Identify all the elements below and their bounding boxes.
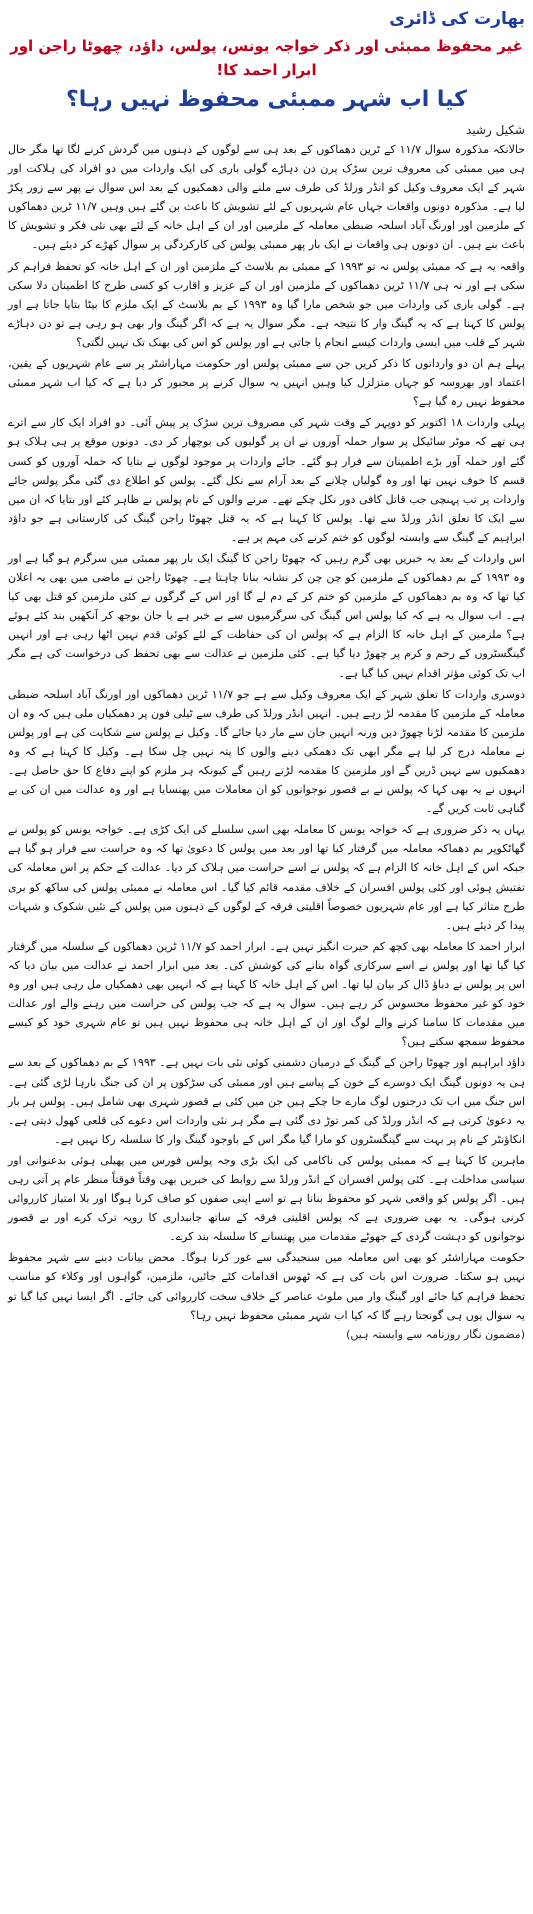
- series-title: بھارت کی ڈائری: [389, 9, 525, 29]
- paragraph: پہلی واردات ۱۸ اکتوبر کو دوپہر کے وقت شہر کی مصروف ترین سڑک پر پیش آئی۔ دو افراد ایک کار سے اترے ہی تھے کہ موٹر سائیکل پر سوار حملہ آوروں نے ان پر گولیوں کی بوچھار کر دی۔ دونوں موقع پر ہی ہلاک ہو گئے اور حملہ آور بڑے اطمینان سے فرار ہو گئے۔ جائے واردات پر موجود لوگوں نے بتایا کہ حملہ آوروں کو کسی قسم کا خوف نہیں تھا اور وہ گولیاں چلانے کے بعد آرام سے نکل گئے۔ پولس کو اطلاع دی گئی مگر پولس جائے واردات پر تب پہنچی جب قاتل کافی دور نکل چکے تھے۔ مرنے والوں کے نام پولس نے ظاہر کئے اور بتایا کہ ان میں سے ایک کا تعلق انڈر ورلڈ سے تھا۔ پولس کا کہنا ہے کہ یہ قتل چھوٹا راجن گینگ کی کارستانی ہے جو داؤد ابراہیم کے گینگ سے وابستہ لوگوں کو ختم کرنے کی مہم پر ہے۔: [8, 416, 525, 544]
- main-headline: کیا اب شہر ممبئی محفوظ نہیں رہا؟: [66, 87, 467, 112]
- paragraph: واقعہ یہ ہے کہ ممبئی پولس نہ تو ۱۹۹۳ کے ممبئی بم بلاسٹ کے ملزمین اور ان کے اہل خانہ کو تحفظ فراہم کر سکی ہے اور نہ ہی ۱۱/۷ ٹرین دھماکوں کے ملزمین اور ان کے عزیز و اقارب کو کسی طرح کا اطمینان دلا سکی ہے۔ گولی باری کی واردات میں جو شخص مارا گیا وہ ۱۹۹۳ کے بم بلاسٹ کے ایک ملزم کا بیٹا بتایا جاتا ہے اور پولس کا کہنا ہے کہ یہ گینگ وار کا نتیجہ ہے۔ مگر سوال یہ ہے کہ اگر گینگ وار بھی ہو رہی ہے تو دن دہاڑے شہر کے قلب میں ایسی واردات کیسے انجام پا جاتی ہے اور پولس کو اس کی بھنک تک نہیں لگتی؟: [8, 259, 525, 349]
- paragraph: حالانکہ مذکورہ سوال ۱۱/۷ کے ٹرین دھماکوں کے بعد ہی سے لوگوں کے ذہنوں میں گردش کرنے لگا تھا مگر حال ہی میں ممبئی کی معروف ترین سڑک پرن دن دہاڑے گولی باری کی ایک واردات میں دو افراد کی ہلاکت اور شہر کے ایک معروف وکیل کو انڈر ورلڈ کی طرف سے ملنے والی دھمکیوں کے بعد اس سوال نے پھر سے زور پکڑ لیا ہے۔ مذکورہ دونوں واقعات جہاں عام شہریوں کے لئے تشویش کا باعث بن گئے ہیں وہیں ۱۱/۷ ٹرین دھماکوں کے ملزمین اور اورنگ آباد اسلحہ ضبطی معاملہ کے ملزمین اور ان کے اہل خانہ کے لئے بھی نئی فکر و تشویش کا باعث بنے ہیں۔ ان دونوں ہی واقعات نے ایک بار پھر ممبئی پولس کی کارکردگی پر سوال کھڑے کر دیئے ہیں۔: [8, 143, 525, 252]
- author-note: (مضمون نگار روزنامہ سے وابستہ ہیں): [346, 1327, 525, 1341]
- kicker-headline: غیر محفوظ ممبئی اور ذکر خواجہ یونس، پولس، داؤد، چھوٹا راجن اور ابرار احمد کا!: [10, 37, 523, 79]
- paragraph: ماہرین کا کہنا ہے کہ ممبئی پولس کی ناکامی کی ایک بڑی وجہ پولس فورس میں پھیلی ہوئی بدعنوانی اور سیاسی مداخلت ہے۔ کئی پولس افسران کے انڈر ورلڈ سے روابط کی خبریں بھی وقتاً فوقتاً منظر عام پر آتی رہی ہیں۔ اگر پولس کو واقعی شہر کو محفوظ بنانا ہے تو اسے اپنی صفوں کو صاف کرنا ہوگا اور بلا امتیاز کارروائی کرنی ہوگی۔ یہ بھی ضروری ہے کہ پولس اقلیتی فرقہ کے ساتھ جانبداری کا رویہ ترک کرے اور بے قصور نوجوانوں کو دہشت گردی کے جھوٹے مقدمات میں پھنسانے کا سلسلہ بند کرے۔: [8, 1153, 525, 1244]
- paragraph: پہلے ہم ان دو وارداتوں کا ذکر کریں جن سے ممبئی پولس اور حکومت مہاراشٹر پر سے عام شہریوں کے یقین، اعتماد اور بھروسہ کو جہاں متزلزل کیا وہیں انہیں یہ سوال کرنے پر مجبور کر دیا ہے کہ کیا اب شہر ممبئی محفوظ نہیں رہ گیا ہے؟: [8, 357, 525, 409]
- paragraph: حکومت مہاراشٹر کو بھی اس معاملہ میں سنجیدگی سے غور کرنا ہوگا۔ محض بیانات دینے سے شہر محفوظ نہیں ہو سکتا۔ ضرورت اس بات کی ہے کہ ٹھوس اقدامات کئے جائیں، ملزمین، گواہوں اور وکلاء کو مناسب تحفظ فراہم کیا جائے اور گینگ وار میں ملوث عناصر کے خلاف سخت کارروائی کی جائے۔ اگر ایسا نہیں کیا گیا تو یہ سوال یوں ہی گونجتا رہے گا کہ کیا اب شہر ممبئی محفوظ نہیں رہا؟: [8, 1251, 525, 1322]
- paragraph: ابرار احمد کا معاملہ بھی کچھ کم حیرت انگیز نہیں ہے۔ ابرار احمد کو ۱۱/۷ ٹرین دھماکوں کے سلسلہ میں گرفتار کیا گیا تھا اور پولس نے اسے سرکاری گواہ بنانے کی کوشش کی۔ بعد میں ابرار احمد نے عدالت میں بیان دیا کہ اس پر پولس نے دباؤ ڈال کر بیان لیا تھا۔ اس کے اہل خانہ کا کہنا ہے کہ انہیں بھی دھمکیاں مل رہی ہیں اور وہ خود کو غیر محفوظ محسوس کر رہے ہیں۔ سوال یہ ہے کہ جب پولس کی حراست میں رہنے والے اور عدالت میں مقدمات کا سامنا کرنے والے لوگ اور ان کے اہل خانہ ہی محفوظ نہیں ہیں تو عام شہری خود کو کیسے محفوظ سمجھ سکتے ہیں؟: [8, 939, 525, 1049]
- author-byline: شکیل رشید: [466, 123, 525, 137]
- paragraph: یہاں یہ ذکر ضروری ہے کہ خواجہ یونس کا معاملہ بھی اسی سلسلے کی ایک کڑی ہے۔ خواجہ یونس کو پولس نے گھاٹکوپر بم دھماکہ معاملہ میں گرفتار کیا تھا اور بعد میں پولس کا دعویٰ تھا کہ وہ حراست سے فرار ہو گیا ہے جبکہ اس کے اہل خانہ کا الزام ہے کہ پولس نے اسے حراست میں ہلاک کر دیا۔ عدالت کے حکم پر اس معاملہ کی تفتیش ہوئی اور کئی پولس افسران کے خلاف مقدمہ قائم کیا گیا۔ اس معاملہ نے ممبئی پولس کی ساکھ کو بری طرح متاثر کیا ہے اور عام شہریوں خصوصاً اقلیتی فرقہ کے لوگوں کے ذہنوں میں پولس کے تئیں شکوک و شبہات پیدا کر دیئے ہیں۔: [8, 823, 525, 932]
- article-body: [8, 140, 525, 1325]
- paragraph: داؤد ابراہیم اور چھوٹا راجن کے گینگ کے درمیان دشمنی کوئی نئی بات نہیں ہے۔ ۱۹۹۳ کے بم دھماکوں کے بعد سے ہی یہ دونوں گینگ ایک دوسرے کے خون کے پیاسے ہیں اور ممبئی کی سڑکوں پر ان کی جنگ بارہا لڑی گئی ہے۔ اس جنگ میں اب تک درجنوں لوگ مارے جا چکے ہیں جن میں کئی بے قصور شہری بھی شامل ہیں۔ پولس ہر بار یہ دعویٰ کرتی ہے کہ انڈر ورلڈ کی کمر توڑ دی گئی ہے مگر ہر نئی واردات اس دعوے کی قلعی کھول دیتی ہے۔ انکاؤنٹر کے نام پر بہت سے گینگسٹروں کو مارا گیا مگر اس کے باوجود گینگ وار کا سلسلہ رکا نہیں ہے۔: [8, 1056, 525, 1146]
- paragraph: اس واردات کے بعد یہ خبریں بھی گرم رہیں کہ چھوٹا راجن کا گینگ ایک بار پھر ممبئی میں سرگرم ہو گیا ہے اور وہ ۱۹۹۳ کے بم دھماکوں کے ملزمین کو چن چن کر نشانہ بنانا چاہتا ہے۔ چھوٹا راجن نے ماضی میں بھی یہ اعلان کیا تھا کہ وہ بم دھماکوں کے ملزمین کو ختم کر کے دم لے گا اور اس کے گرگوں نے کئی ملزمین کو قتل بھی کیا ہے۔ اب سوال یہ ہے کہ کیا پولس اس گینگ کی سرگرمیوں سے بے خبر ہے یا جان بوجھ کر آنکھیں بند کئے ہوئے ہے؟ ملزمین کے اہل خانہ کا الزام ہے کہ پولس ان کی حفاظت کے لئے کوئی قدم نہیں اٹھا رہی ہے اور انہیں گینگسٹروں کے رحم و کرم پر چھوڑ دیا گیا ہے۔ کئی ملزمین نے عدالت سے بھی تحفظ کی درخواست کی ہے مگر اب تک کوئی مؤثر اقدام نہیں کیا گیا ہے۔: [8, 551, 525, 680]
- paragraph: دوسری واردات کا تعلق شہر کے ایک معروف وکیل سے ہے جو ۱۱/۷ ٹرین دھماکوں اور اورنگ آباد اسلحہ ضبطی معاملہ کے ملزمین کا مقدمہ لڑ رہے ہیں۔ انہیں انڈر ورلڈ کی طرف سے ٹیلی فون پر دھمکیاں ملی ہیں کہ وہ ان ملزمین کا مقدمہ لڑنا چھوڑ دیں ورنہ انہیں جان سے مار دیا جائے گا۔ وکیل نے پولس سے شکایت کی ہے اور پولس نے معاملہ درج کر لیا ہے مگر ابھی تک دھمکی دینے والوں کا پتہ نہیں چل سکا ہے۔ وکیل کا کہنا ہے کہ وہ دھمکیوں سے نہیں ڈریں گے اور ملزمین کا مقدمہ لڑتے رہیں گے کیونکہ ہر ملزم کو اپنے دفاع کا حق حاصل ہے۔ انہوں نے یہ بھی کہا کہ پولس نے بے قصور نوجوانوں کو ان معاملات میں پھنسایا ہے اور وہ عدالت میں ان کی بے گناہی ثابت کریں گے۔: [8, 687, 526, 816]
